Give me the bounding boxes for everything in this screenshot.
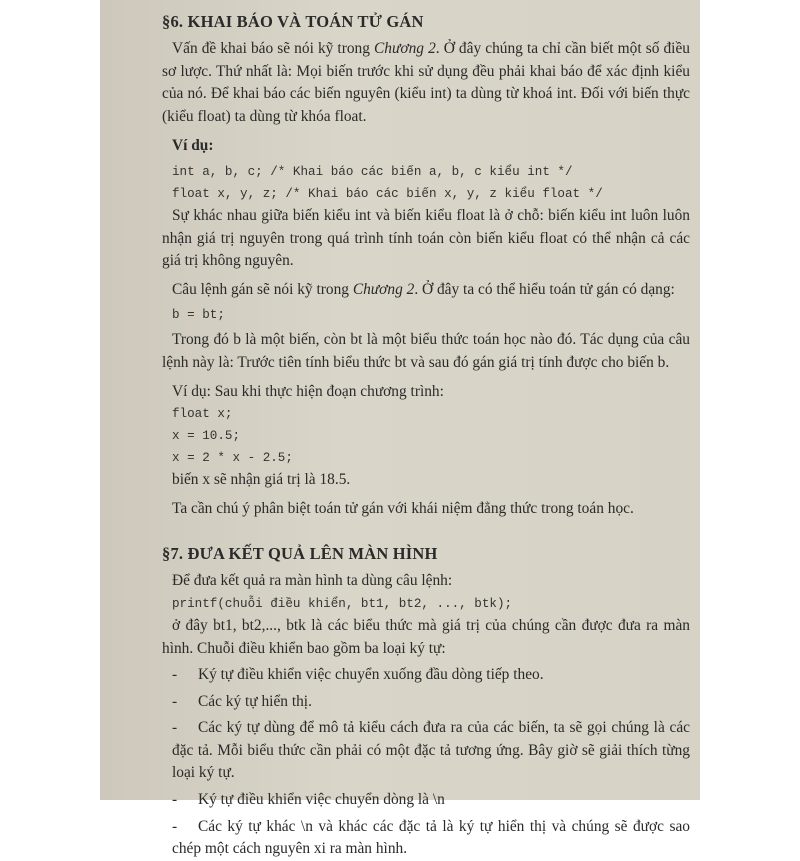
bullet-item (162, 664, 690, 687)
bullet-text: Các ký tự dùng để mô tả kiểu cách đưa ra của các biến, ta sẽ gọi chúng là các đặc tả. Mỗi biểu thức cần phải có một đặc tả tương ứng. Bây giờ sẽ giải thích từng loại ký tự. (172, 719, 690, 782)
bullet-item (162, 816, 690, 861)
bullet-text: Ký tự điều khiển việc chuyển dòng là \n (198, 791, 445, 809)
dash-marker: - (172, 666, 178, 684)
page-content (162, 8, 690, 861)
section-6-paragraph-4: Trong đó b là một biến, còn bt là một biểu thức toán học nào đó. Tác dụng của câu lệnh này là: Trước tiên tính biểu thức bt và sau đó gán giá trị tính được cho biến b. (162, 331, 690, 371)
code-line: int a, b, c; /* Khai báo các biến a, b, c kiểu int */ (172, 164, 573, 179)
section-6-paragraph-5: Ví dụ: Sau khi thực hiện đoạn chương trình: (172, 382, 444, 400)
bullet-text: Ký tự điều khiển việc chuyển xuống đầu dòng tiếp theo. (198, 666, 544, 684)
section-6-paragraph-2: Sự khác nhau giữa biến kiểu int và biến kiểu float là ở chỗ: biến kiểu int luôn luôn nhận giá trị nguyên trong quá trình tính toán còn biến kiểu float có thể nhận cả các giá trị không nguyên. (162, 206, 690, 270)
bullet-text: Các ký tự khác \n và khác các đặc tả là ký tự hiển thị và chúng sẽ được sao chép một cách nguyên xi ra màn hình. (172, 817, 690, 858)
code-line: float x, y, z; /* Khai báo các biến x, y, z kiểu float */ (172, 186, 603, 201)
dash-marker: - (172, 817, 178, 835)
book-page (100, 0, 700, 858)
bullet-item (162, 717, 690, 785)
chapter-reference: Chương 2 (352, 280, 415, 298)
text-run: . Ở đây ta có thể hiểu toán tử gán có dạng: (414, 280, 675, 298)
section-6-paragraph-7: Ta cần chú ý phân biệt toán tử gán với khái niệm đẳng thức trong toán học. (172, 499, 634, 517)
text-run: Vấn đề khai báo sẽ nói kỹ trong (172, 40, 375, 57)
code-line: b = bt; (172, 308, 225, 323)
example-label: Ví dụ: (172, 137, 214, 155)
bullet-item (162, 789, 690, 812)
bullet-item (162, 691, 690, 714)
code-line: float x; (172, 407, 233, 422)
section-7-title: §7. ĐƯA KẾT QUẢ LÊN MÀN HÌNH (162, 544, 438, 564)
section-7-paragraph-1: Để đưa kết quả ra màn hình ta dùng câu lệnh: (172, 572, 453, 590)
chapter-reference: Chương 2 (374, 40, 436, 57)
section-6-paragraph-6: biến x sẽ nhận giá trị là 18.5. (172, 471, 351, 489)
section-6-title: §6. KHAI BÁO VÀ TOÁN TỬ GÁN (162, 12, 424, 31)
section-6-paragraph-1 (162, 38, 690, 128)
dash-marker: - (172, 791, 178, 809)
dash-marker: - (172, 692, 178, 710)
bullet-text: Các ký tự hiển thị. (198, 692, 312, 710)
section-6-paragraph-3 (162, 279, 690, 302)
text-run: Câu lệnh gán sẽ nói kỹ trong (172, 280, 353, 298)
text-run: . Ở đây chúng ta chỉ cần biết một số điều sơ lược. Thứ nhất là: Mọi biến trước khi sử dụng đều phải khai báo để xác định kiểu của nó. Để khai báo các biến nguyên (kiểu int) ta dùng từ khoá int. Đối với biến thực (kiểu float) ta dùng từ khóa float. (162, 40, 690, 125)
section-7-paragraph-2: ở đây bt1, bt2,..., btk là các biểu thức mà giá trị của chúng cần được đưa ra màn hình. Chuỗi điều khiển bao gồm ba loại ký tự: (162, 616, 690, 657)
code-line: printf(chuỗi điều khiển, bt1, bt2, ..., btk); (172, 596, 513, 611)
code-line: x = 10.5; (172, 429, 241, 444)
code-line: x = 2 * x - 2.5; (172, 451, 293, 466)
dash-marker: - (172, 719, 178, 737)
